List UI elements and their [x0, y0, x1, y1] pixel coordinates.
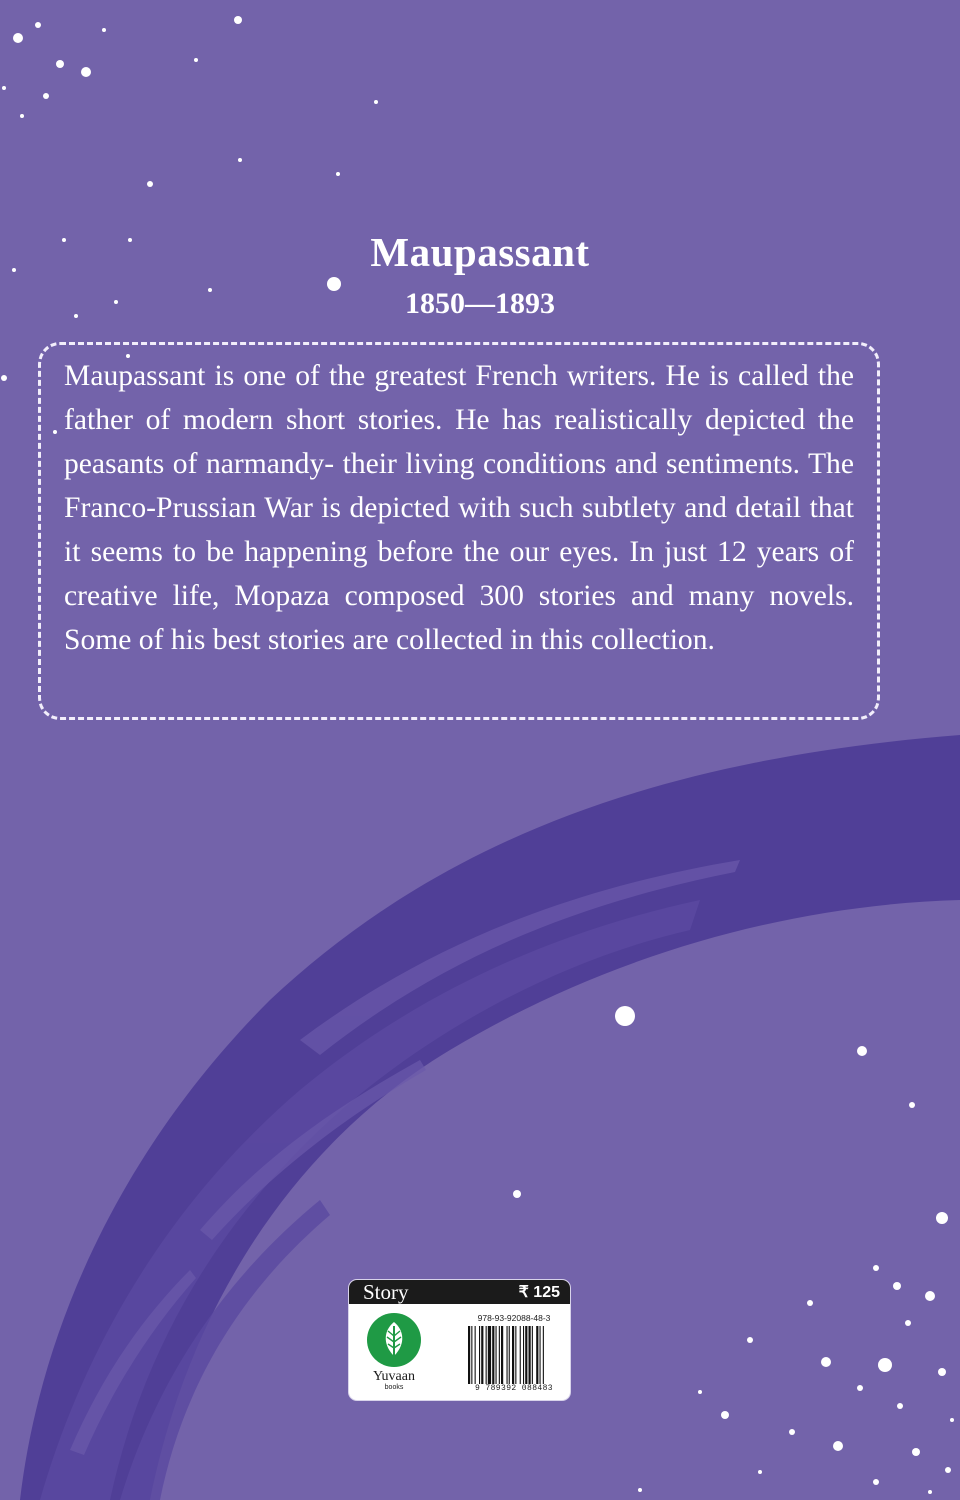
author-name: Maupassant: [370, 229, 590, 275]
category-label: Story: [363, 1280, 409, 1304]
isbn-number: 978-93-92088-48-3: [477, 1313, 551, 1323]
author-lifespan: 1850—1893: [405, 287, 555, 320]
publisher-name: Yuvaan: [373, 1369, 415, 1384]
publisher-subtitle: books: [384, 1384, 404, 1391]
barcode-digits: 9 789392 088483: [474, 1384, 553, 1393]
price-header-bar: [349, 1280, 570, 1304]
leaf-logo-icon: [366, 1312, 422, 1368]
price-label: ₹ 125: [518, 1284, 560, 1301]
barcode-panel: [349, 1280, 570, 1400]
book-blurb: Maupassant is one of the greatest French writers. He is called the father of modern short stories. He has realistically depicted the peasants of narmandy- their living conditions and sentiments. The Franco-Prussian War is depicted with such subtlety and detail that it seems to be happening before the our eyes. In just 12 years of creative life, Mopaza composed 300 stories and many novels. Some of his best stories are collected in this collection.: [64, 360, 854, 656]
barcode-icon: [466, 1326, 562, 1384]
